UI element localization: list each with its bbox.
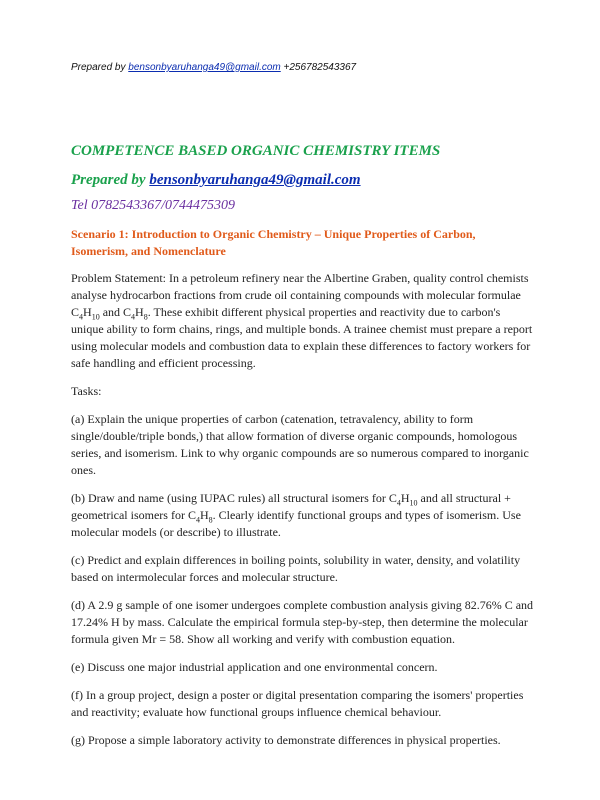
task-b-text-1: (b) Draw and name (using IUPAC rules) all structural isomers for bbox=[71, 491, 389, 505]
formula-subscript: 10 bbox=[91, 312, 100, 322]
header-email-link[interactable]: bensonbyaruhanga49@gmail.com bbox=[128, 62, 281, 73]
problem-statement bbox=[71, 270, 534, 372]
scenario-heading: Scenario 1: Introduction to Organic Chemistry – Unique Properties of Carbon, Isomerism, and Nomenclature bbox=[71, 227, 476, 258]
formula-butene bbox=[123, 305, 148, 322]
formula-element: H bbox=[135, 305, 144, 319]
task-b-text-2: and all structural + geometrical isomers for bbox=[71, 491, 511, 522]
task-g: (g) Propose a simple laboratory activity to demonstrate differences in physical properties. bbox=[71, 733, 501, 747]
prepared-email-link[interactable]: bensonbyaruhanga49@gmail.com bbox=[149, 172, 361, 188]
formula-subscript: 4 bbox=[195, 515, 200, 525]
formula-subscript: 8 bbox=[208, 515, 213, 525]
formula-subscript: 4 bbox=[131, 312, 136, 322]
formula-subscript: 4 bbox=[79, 312, 84, 322]
task-c: (c) Predict and explain differences in boiling points, solubility in water, density, and volatility based on intermolecular forces and molecular structure. bbox=[71, 553, 521, 584]
formula-element: C bbox=[388, 491, 397, 505]
prepared-prefix: Prepared by bbox=[71, 172, 150, 188]
prepared-by-line bbox=[71, 172, 534, 189]
formula-element: H bbox=[83, 305, 92, 319]
task-b bbox=[71, 490, 534, 541]
formula-element: H bbox=[400, 491, 410, 505]
formula-element: H bbox=[199, 508, 209, 522]
formula-butene bbox=[187, 508, 213, 525]
document-body bbox=[71, 143, 534, 760]
task-e: (e) Discuss one major industrial application and one environmental concern. bbox=[71, 660, 438, 674]
problem-text-2: . These exhibit different physical properties and reactivity due to carbon's unique ability to form chains, rings, and multiple bonds. A trainee chemist must prepare a report using molecular models and combustion data to explain these differences to factory workers for safe handling and efficient processing. bbox=[71, 305, 533, 370]
task-a: (a) Explain the unique properties of carbon (catenation, tetravalency, ability to form single/double/triple bonds,) that allow formation of diverse organic compounds, homologous series, and isomerism. Link to why organic compounds are so numerous compared to inorganic ones. bbox=[71, 412, 529, 477]
header-phone: +256782543367 bbox=[280, 62, 357, 73]
task-b-text-3: . Clearly identify functional groups and types of isomerism. Use molecular models (or describe) to illustrate. bbox=[71, 508, 521, 539]
header-prefix: Prepared by bbox=[71, 62, 129, 73]
formula-subscript: 8 bbox=[143, 312, 148, 322]
document-title: COMPETENCE BASED ORGANIC CHEMISTRY ITEMS bbox=[71, 143, 441, 159]
telephone-line: Tel 0782543367/0744475309 bbox=[71, 198, 235, 213]
task-f: (f) In a group project, design a poster or digital presentation comparing the isomers' properties and reactivity; evaluate how functional groups influence chemical behaviour. bbox=[71, 688, 524, 719]
formula-element: C bbox=[71, 305, 80, 319]
problem-and: and bbox=[99, 305, 124, 319]
formula-subscript: 4 bbox=[396, 498, 401, 508]
task-d: (d) A 2.9 g sample of one isomer undergoes complete combustion analysis giving 82.76% C and 17.24% H by mass. Calculate the empirical formula step-by-step, then determine the molecular formula given Mr = 58. Show all working and verify with combustion equation. bbox=[71, 598, 534, 646]
formula-butane bbox=[388, 491, 418, 508]
formula-element: C bbox=[187, 508, 196, 522]
tasks-label: Tasks: bbox=[71, 384, 102, 398]
formula-butane bbox=[71, 305, 100, 322]
problem-text-1: Problem Statement: In a petroleum refinery near the Albertine Graben, quality control chemists analyse hydrocarbon fractions from crude oil containing compounds with molecular formulae bbox=[71, 271, 529, 302]
formula-subscript: 10 bbox=[409, 498, 418, 508]
formula-element: C bbox=[123, 305, 132, 319]
page-header bbox=[71, 62, 356, 73]
